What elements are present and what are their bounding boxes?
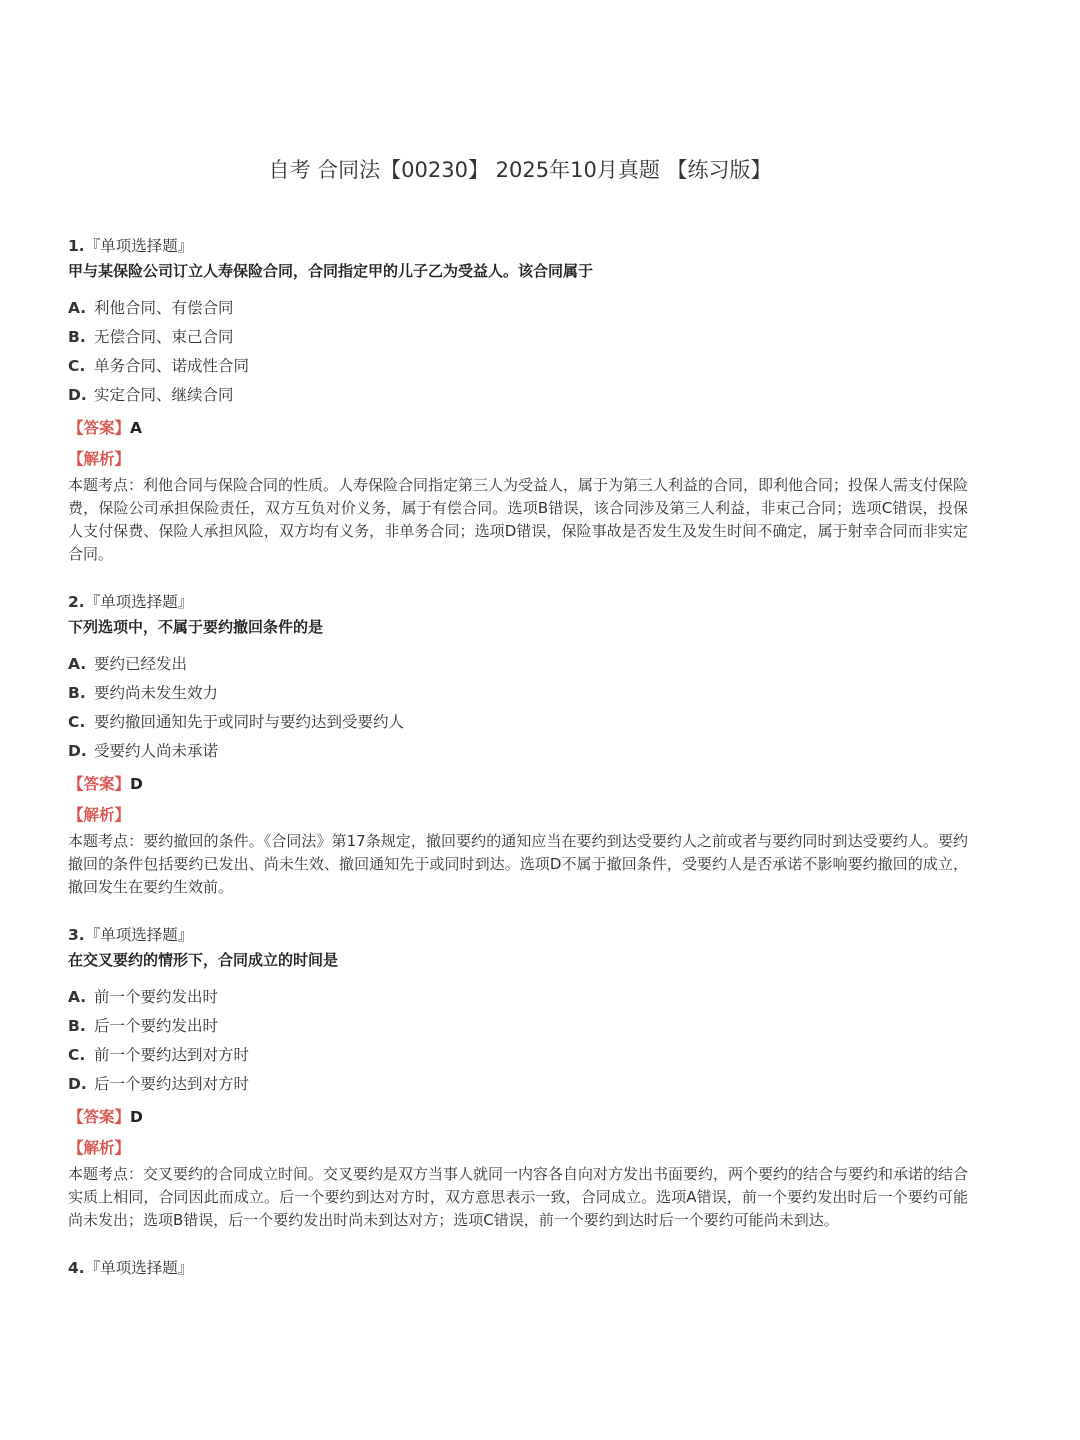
answer-line (68, 1105, 968, 1129)
question-header (68, 592, 968, 612)
option-text: 后一个要约达到对方时 (94, 1075, 250, 1093)
question-header (68, 236, 968, 256)
option-text: 要约已经发出 (94, 655, 188, 673)
option-letter: B. (68, 1017, 86, 1035)
answer-label: 【答案】 (68, 775, 131, 793)
question-stem: 甲与某保险公司订立人寿保险合同，合同指定甲的儿子乙为受益人。该合同属于 (68, 262, 594, 280)
question-header (68, 925, 968, 945)
option-c (68, 708, 968, 737)
question-stem: 下列选项中，不属于要约撤回条件的是 (68, 618, 324, 636)
answer-line (68, 772, 968, 796)
answer-label: 【答案】 (68, 419, 131, 437)
question-header (68, 1258, 968, 1278)
option-b (68, 1012, 968, 1041)
option-b (68, 679, 968, 708)
document-title: 自考 合同法【00230】 2025年10月真题 【练习版】 (268, 158, 772, 182)
answer-value: D (130, 1108, 143, 1126)
question-number: 1. (68, 237, 85, 255)
option-letter: B. (68, 328, 86, 346)
option-letter: B. (68, 684, 86, 702)
analysis-label: 【解析】 (68, 450, 131, 468)
option-list (68, 650, 968, 766)
option-letter: A. (68, 988, 87, 1006)
question-number: 2. (68, 593, 85, 611)
option-text: 要约撤回通知先于或同时与要约达到受要约人 (94, 713, 405, 731)
option-list (68, 294, 968, 410)
option-text: 实定合同、继续合同 (94, 386, 234, 404)
question-1 (68, 236, 968, 566)
question-list (68, 236, 968, 1304)
option-letter: C. (68, 357, 86, 375)
option-letter: A. (68, 655, 87, 673)
option-d (68, 381, 968, 410)
question-number: 3. (68, 926, 85, 944)
option-c (68, 352, 968, 381)
option-letter: A. (68, 299, 87, 317)
option-text: 利他合同、有偿合同 (94, 299, 234, 317)
analysis-text: 本题考点：要约撤回的条件。《合同法》第17条规定，撤回要约的通知应当在要约到达受要约人之前或者与要约同时到达受要约人。要约撤回的条件包括要约已发出、尚未生效、撤回通知先于或同时到达。选项D不属于撤回条件，受要约人是否承诺不影响要约撤回的成立，撤回发生在要约生效前。 (68, 832, 968, 896)
question-stem: 在交叉要约的情形下，合同成立的时间是 (68, 951, 339, 969)
analysis-label: 【解析】 (68, 1139, 131, 1157)
option-text: 前一个要约发出时 (94, 988, 219, 1006)
option-text: 要约尚未发生效力 (94, 684, 219, 702)
option-letter: D. (68, 1075, 87, 1093)
option-letter: C. (68, 713, 86, 731)
option-d (68, 737, 968, 766)
option-letter: D. (68, 386, 87, 404)
option-text: 单务合同、诺成性合同 (94, 357, 250, 375)
answer-value: D (130, 775, 143, 793)
analysis-text: 本题考点：交叉要约的合同成立时间。交叉要约是双方当事人就同一内容各自向对方发出书面要约，两个要约的结合与要约和承诺的结合实质上相同，合同因此而成立。后一个要约到达对方时，双方意思表示一致，合同成立。选项A错误，前一个要约发出时后一个要约可能尚未发出；选项B错误，后一个要约发出时尚未到达对方；选项C错误，前一个要约到达时后一个要约可能尚未到达。 (68, 1165, 969, 1229)
option-list (68, 983, 968, 1099)
analysis-label: 【解析】 (68, 806, 131, 824)
option-b (68, 323, 968, 352)
question-type: 『单项选择题』 (84, 1259, 194, 1277)
question-2 (68, 592, 968, 899)
option-text: 后一个要约发出时 (94, 1017, 219, 1035)
option-letter: D. (68, 742, 87, 760)
option-a (68, 983, 968, 1012)
question-4 (68, 1258, 968, 1278)
option-a (68, 650, 968, 679)
answer-label: 【答案】 (68, 1108, 131, 1126)
option-text: 无偿合同、束己合同 (94, 328, 234, 346)
option-a (68, 294, 968, 323)
option-c (68, 1041, 968, 1070)
question-number: 4. (68, 1259, 85, 1277)
question-type: 『单项选择题』 (84, 237, 194, 255)
question-3 (68, 925, 968, 1232)
option-text: 前一个要约达到对方时 (94, 1046, 250, 1064)
option-text: 受要约人尚未承诺 (94, 742, 219, 760)
option-letter: C. (68, 1046, 86, 1064)
option-d (68, 1070, 968, 1099)
question-type: 『单项选择题』 (84, 926, 194, 944)
question-type: 『单项选择题』 (84, 593, 194, 611)
analysis-text: 本题考点：利他合同与保险合同的性质。人寿保险合同指定第三人为受益人，属于为第三人利益的合同，即利他合同；投保人需支付保险费，保险公司承担保险责任，双方互负对价义务，属于有偿合同。选项B错误，该合同涉及第三人利益，非束己合同；选项C错误，投保人支付保费、保险人承担风险，双方均有义务，非单务合同；选项D错误，保险事故是否发生及发生时间不确定，属于射幸合同而非实定合同。 (68, 476, 969, 563)
answer-line (68, 416, 968, 440)
answer-value: A (130, 419, 143, 437)
